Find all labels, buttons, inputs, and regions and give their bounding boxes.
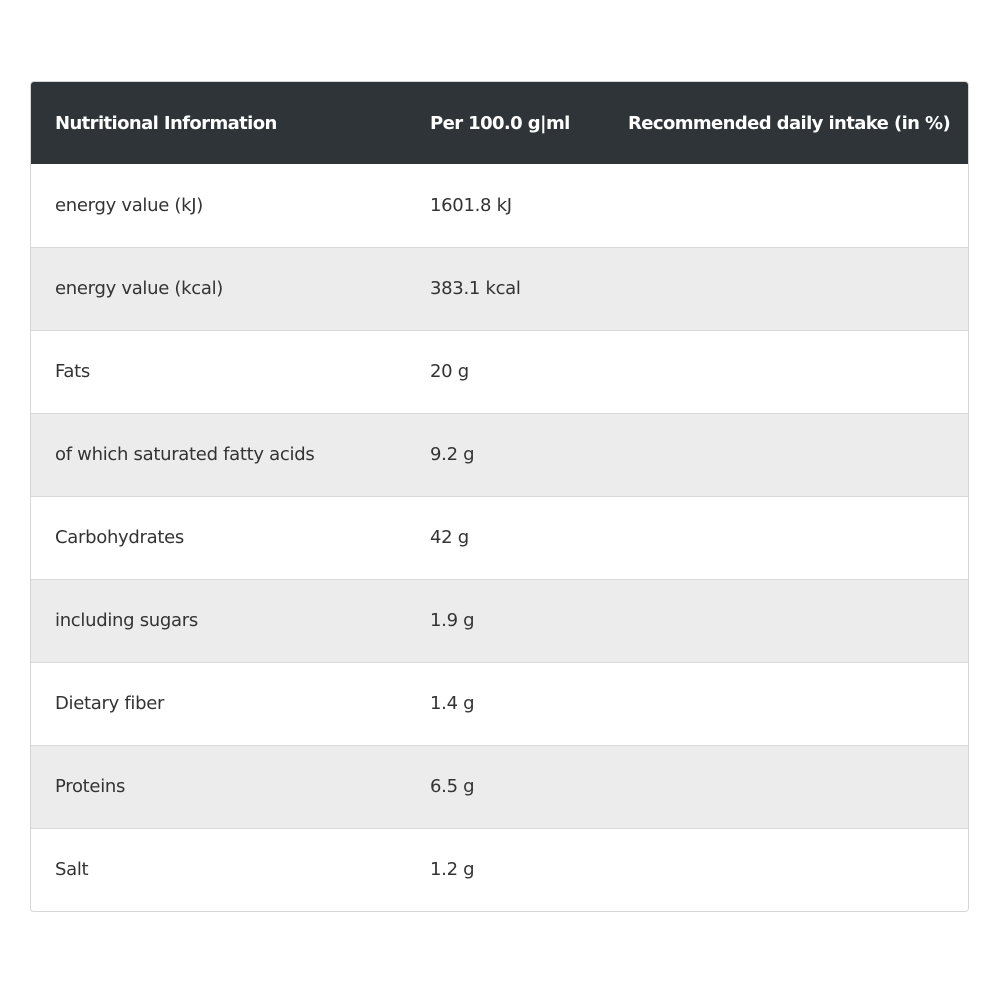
nutrient-name: Proteins — [55, 776, 126, 797]
table-row — [31, 247, 968, 330]
nutrient-name: Dietary fiber — [55, 693, 165, 714]
nutrient-value: 1601.8 kJ — [430, 194, 512, 216]
nutrient-value: 6.5 g — [430, 776, 475, 797]
nutrient-rdi — [628, 662, 968, 745]
nutrition-table-container — [30, 81, 969, 912]
nutrient-name: Salt — [55, 859, 89, 881]
nutrient-value: 9.2 g — [430, 444, 475, 465]
nutrient-rdi — [628, 330, 968, 413]
nutrient-rdi — [628, 247, 968, 330]
header-per-100: Per 100.0 g|ml — [430, 112, 570, 134]
nutrient-name: Carbohydrates — [55, 527, 184, 548]
nutrient-value: 1.4 g — [430, 693, 475, 714]
nutrient-rdi — [628, 828, 968, 911]
nutrient-value: 383.1 kcal — [430, 278, 521, 299]
nutrient-value: 1.9 g — [430, 610, 475, 631]
table-header — [31, 82, 968, 164]
table-body — [31, 164, 968, 911]
nutrient-name: of which saturated fatty acids — [55, 444, 315, 465]
nutrient-name: energy value (kcal) — [55, 278, 224, 299]
nutrient-value: 42 g — [430, 527, 469, 548]
header-row — [31, 82, 968, 164]
nutrient-value: 20 g — [430, 361, 469, 382]
table-row — [31, 828, 968, 911]
nutrient-name: including sugars — [55, 610, 198, 631]
nutrient-rdi — [628, 413, 968, 496]
table-row — [31, 662, 968, 745]
nutrition-table — [31, 82, 968, 911]
table-row — [31, 330, 968, 413]
nutrient-name: Fats — [55, 361, 90, 382]
table-row — [31, 413, 968, 496]
table-row — [31, 745, 968, 828]
table-row — [31, 579, 968, 662]
header-recommended-daily-intake: Recommended daily intake (in %) — [628, 112, 951, 134]
nutrient-value: 1.2 g — [430, 859, 475, 881]
table-row — [31, 164, 968, 247]
nutrient-rdi — [628, 745, 968, 828]
header-nutritional-information: Nutritional Information — [55, 112, 277, 134]
nutrient-rdi — [628, 164, 968, 247]
nutrient-rdi — [628, 579, 968, 662]
nutrient-name: energy value (kJ) — [55, 194, 204, 216]
nutrient-rdi — [628, 496, 968, 579]
table-row — [31, 496, 968, 579]
